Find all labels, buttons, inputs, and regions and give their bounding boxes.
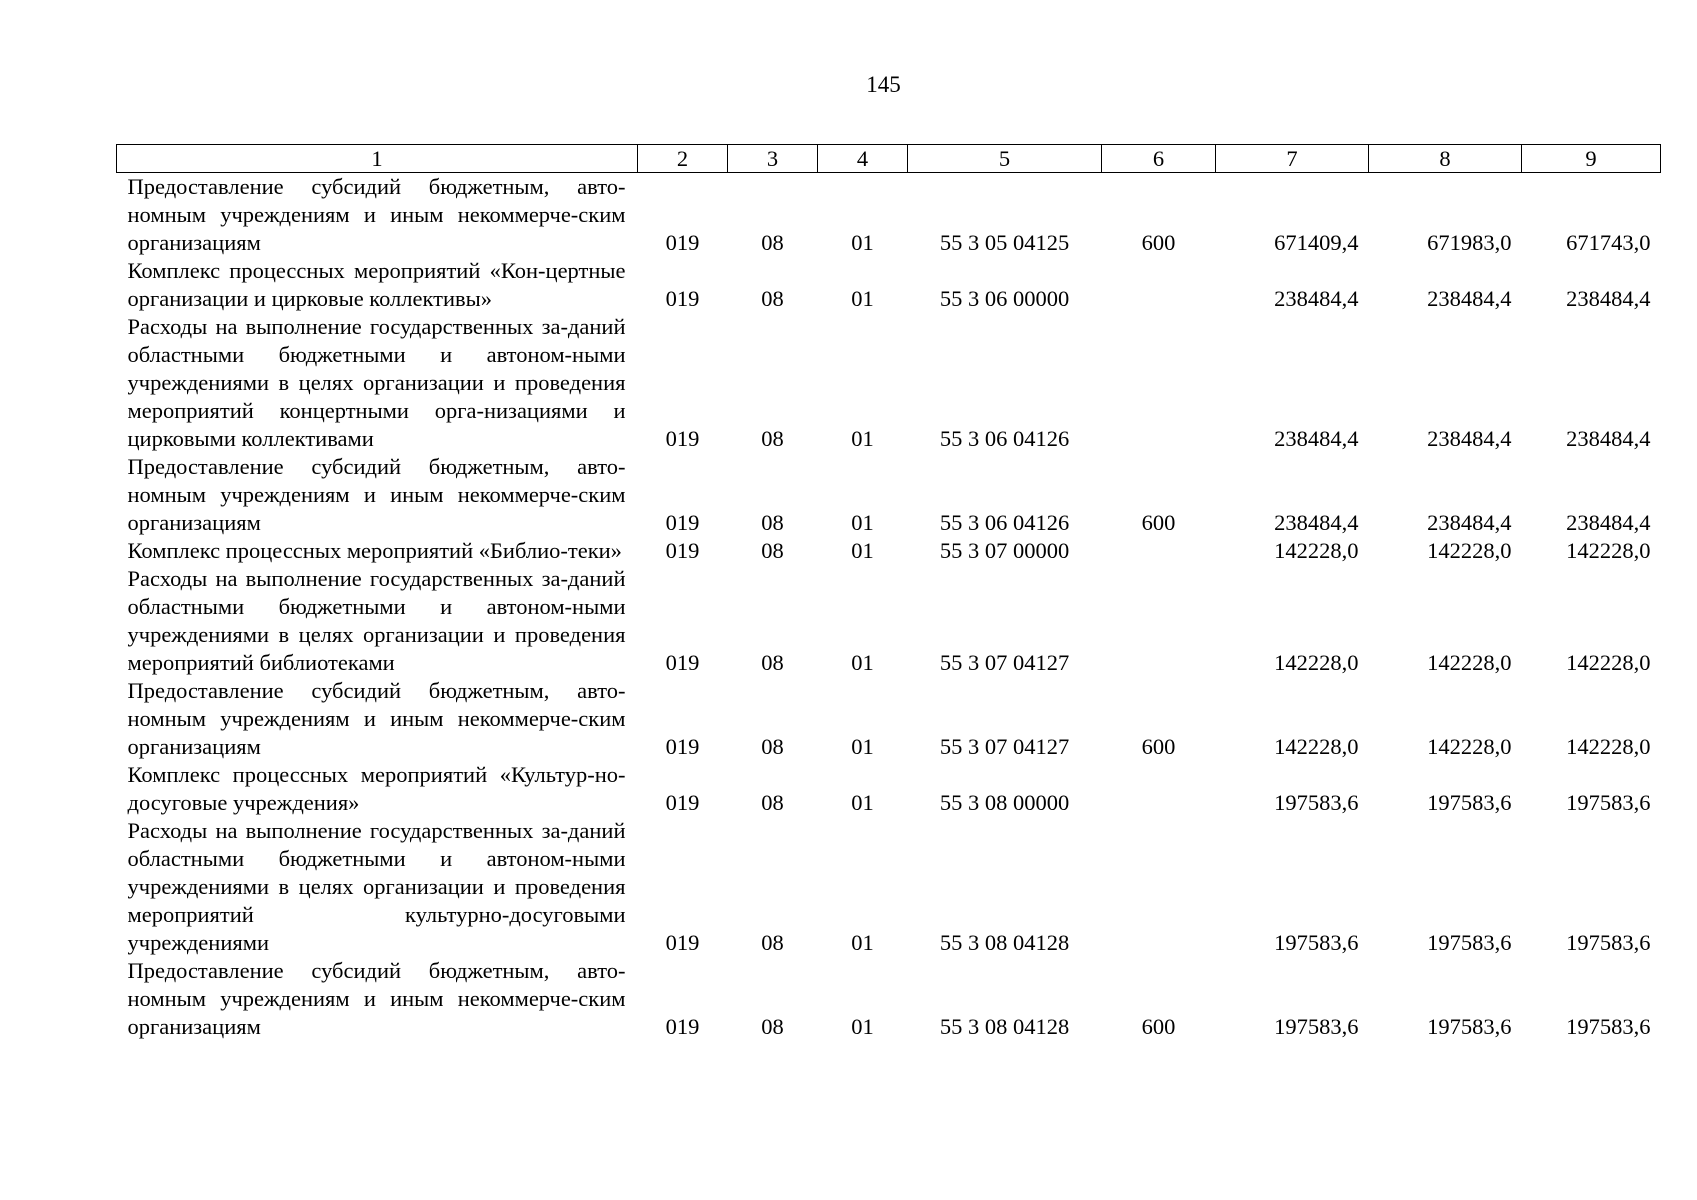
cell-col7: 238484,4 xyxy=(1274,426,1359,451)
header-cell: 4 xyxy=(818,145,908,173)
cell-col4: 01 xyxy=(851,734,874,759)
page-number: 145 xyxy=(866,72,901,97)
cell-col5: 55 3 05 04125 xyxy=(939,230,1070,255)
cell-col3: 08 xyxy=(761,790,784,815)
cell-col8: 197583,6 xyxy=(1427,790,1512,815)
row-name: Расходы на выполнение государственных за-даний областными бюджетными и автоном-ными учреждениями в целях организации и проведения мероприятий концертными орга-низациями и цирковыми коллективами xyxy=(127,314,626,451)
cell-col3: 08 xyxy=(761,650,784,675)
header-cell: 5 xyxy=(908,145,1102,173)
cell-col2: 019 xyxy=(665,930,700,955)
cell-col6: 600 xyxy=(1141,734,1176,759)
cell-col9: 671743,0 xyxy=(1566,230,1651,255)
cell-col6: 600 xyxy=(1141,230,1176,255)
header-cell: 1 xyxy=(117,145,638,173)
table-row xyxy=(117,313,1661,453)
row-name: Комплекс процессных мероприятий «Кон-цертные организации и цирковые коллективы» xyxy=(127,258,626,311)
cell-col7: 238484,4 xyxy=(1274,510,1359,535)
cell-col8: 238484,4 xyxy=(1427,426,1512,451)
table-row xyxy=(117,817,1661,957)
cell-col3: 08 xyxy=(761,734,784,759)
cell-col6 xyxy=(1102,537,1216,565)
cell-col8: 197583,6 xyxy=(1427,1014,1512,1039)
cell-col6: 600 xyxy=(1141,1014,1176,1039)
cell-col9: 197583,6 xyxy=(1566,930,1651,955)
cell-col7: 142228,0 xyxy=(1274,538,1359,563)
table-row xyxy=(117,537,1661,565)
table-row xyxy=(117,761,1661,817)
cell-col5: 55 3 06 04126 xyxy=(939,426,1070,451)
row-name: Предоставление субсидий бюджетным, авто-номным учреждениям и иным некоммерче-ским организациям xyxy=(127,454,626,535)
cell-col8: 142228,0 xyxy=(1427,734,1512,759)
cell-col8: 197583,6 xyxy=(1427,930,1512,955)
cell-col6 xyxy=(1102,313,1216,453)
cell-col5: 55 3 06 04126 xyxy=(939,510,1070,535)
cell-col2: 019 xyxy=(665,538,700,563)
cell-col3: 08 xyxy=(761,510,784,535)
cell-col9: 238484,4 xyxy=(1566,426,1651,451)
cell-col4: 01 xyxy=(851,230,874,255)
table-row xyxy=(117,565,1661,677)
cell-col6 xyxy=(1102,257,1216,313)
cell-col3: 08 xyxy=(761,930,784,955)
cell-col4: 01 xyxy=(851,930,874,955)
header-cell: 6 xyxy=(1102,145,1216,173)
cell-col5: 55 3 08 04128 xyxy=(939,930,1070,955)
cell-col4: 01 xyxy=(851,426,874,451)
budget-table xyxy=(116,144,1661,1041)
cell-col2: 019 xyxy=(665,1014,700,1039)
cell-col5: 55 3 08 00000 xyxy=(939,790,1070,815)
cell-col6: 600 xyxy=(1141,510,1176,535)
cell-col9: 238484,4 xyxy=(1566,286,1651,311)
cell-col9: 238484,4 xyxy=(1566,510,1651,535)
cell-col9: 142228,0 xyxy=(1566,650,1651,675)
cell-col4: 01 xyxy=(851,286,874,311)
cell-col3: 08 xyxy=(761,230,784,255)
cell-col7: 142228,0 xyxy=(1274,734,1359,759)
cell-col5: 55 3 07 00000 xyxy=(939,538,1070,563)
cell-col9: 142228,0 xyxy=(1566,538,1651,563)
cell-col4: 01 xyxy=(851,538,874,563)
row-name: Расходы на выполнение государственных за-даний областными бюджетными и автоном-ными учреждениями в целях организации и проведения мероприятий культурно-досуговыми учреждениями xyxy=(127,818,626,955)
row-name: Предоставление субсидий бюджетным, авто-номным учреждениям и иным некоммерче-ским организациям xyxy=(127,678,626,759)
cell-col3: 08 xyxy=(761,1014,784,1039)
table-row xyxy=(117,257,1661,313)
cell-col4: 01 xyxy=(851,510,874,535)
table-row xyxy=(117,173,1661,258)
header-cell: 9 xyxy=(1522,145,1661,173)
header-cell: 8 xyxy=(1369,145,1522,173)
header-cell: 3 xyxy=(728,145,818,173)
cell-col2: 019 xyxy=(665,650,700,675)
cell-col6 xyxy=(1102,817,1216,957)
cell-col9: 142228,0 xyxy=(1566,734,1651,759)
cell-col2: 019 xyxy=(665,734,700,759)
cell-col3: 08 xyxy=(761,426,784,451)
row-name: Предоставление субсидий бюджетным, авто-номным учреждениям и иным некоммерче-ским организациям xyxy=(127,958,626,1039)
cell-col2: 019 xyxy=(665,510,700,535)
row-name: Комплекс процессных мероприятий «Библио-теки» xyxy=(127,538,622,563)
cell-col4: 01 xyxy=(851,790,874,815)
table-row xyxy=(117,453,1661,537)
cell-col8: 142228,0 xyxy=(1427,538,1512,563)
cell-col7: 197583,6 xyxy=(1274,790,1359,815)
cell-col6 xyxy=(1102,761,1216,817)
cell-col7: 197583,6 xyxy=(1274,930,1359,955)
cell-col7: 671409,4 xyxy=(1274,230,1359,255)
header-cell: 7 xyxy=(1216,145,1369,173)
cell-col5: 55 3 08 04128 xyxy=(939,1014,1070,1039)
cell-col9: 197583,6 xyxy=(1566,1014,1651,1039)
cell-col8: 238484,4 xyxy=(1427,510,1512,535)
cell-col8: 671983,0 xyxy=(1427,230,1512,255)
cell-col2: 019 xyxy=(665,230,700,255)
row-name: Расходы на выполнение государственных за-даний областными бюджетными и автоном-ными учреждениями в целях организации и проведения мероприятий библиотеками xyxy=(127,566,626,675)
cell-col7: 142228,0 xyxy=(1274,650,1359,675)
header-cell: 2 xyxy=(638,145,728,173)
cell-col5: 55 3 06 00000 xyxy=(939,286,1070,311)
cell-col2: 019 xyxy=(665,426,700,451)
table-row xyxy=(117,677,1661,761)
cell-col2: 019 xyxy=(665,286,700,311)
cell-col9: 197583,6 xyxy=(1566,790,1651,815)
cell-col3: 08 xyxy=(761,538,784,563)
cell-col8: 142228,0 xyxy=(1427,650,1512,675)
cell-col6 xyxy=(1102,565,1216,677)
cell-col5: 55 3 07 04127 xyxy=(939,734,1070,759)
cell-col5: 55 3 07 04127 xyxy=(939,650,1070,675)
row-name: Комплекс процессных мероприятий «Культур-но-досуговые учреждения» xyxy=(127,762,626,815)
cell-col3: 08 xyxy=(761,286,784,311)
cell-col7: 238484,4 xyxy=(1274,286,1359,311)
header-row xyxy=(117,145,1661,173)
table-row xyxy=(117,957,1661,1041)
cell-col4: 01 xyxy=(851,1014,874,1039)
cell-col4: 01 xyxy=(851,650,874,675)
row-name: Предоставление субсидий бюджетным, авто-номным учреждениям и иным некоммерче-ским организациям xyxy=(127,174,626,255)
cell-col2: 019 xyxy=(665,790,700,815)
cell-col7: 197583,6 xyxy=(1274,1014,1359,1039)
cell-col8: 238484,4 xyxy=(1427,286,1512,311)
